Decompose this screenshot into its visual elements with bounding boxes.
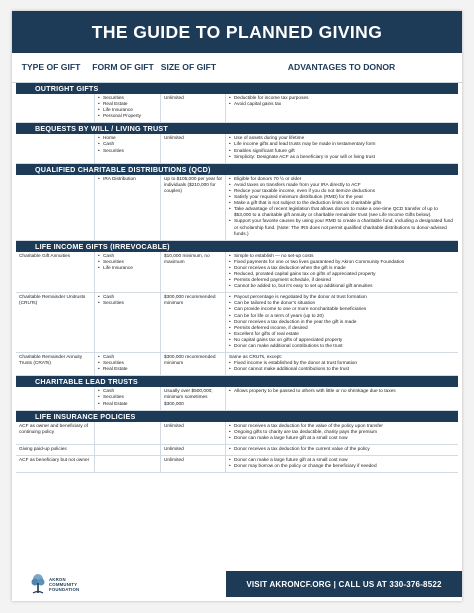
table-row <box>16 445 458 456</box>
list-item: • Enables significant future gift <box>229 149 456 155</box>
advantages-cell <box>225 387 458 409</box>
page-title: THE GUIDE TO PLANNED GIVING <box>12 11 462 53</box>
list-item: • Donor can make a large future gift at a small cost now <box>229 436 456 442</box>
header-size-of-gift: SIZE OF GIFT <box>160 62 217 72</box>
list-item: • Donor can make additional contributions to the trust <box>229 344 456 350</box>
table-row <box>16 456 458 473</box>
gift-form-cell <box>94 134 160 162</box>
gift-size-cell: $10,000 minimum, no maximum <box>160 252 225 293</box>
list-item: • Securities <box>98 361 158 367</box>
header-form-of-gift: FORM OF GIFT <box>92 62 154 72</box>
list-item: • Life income gifts and lead trusts may be made in testamentary form <box>229 142 456 148</box>
gift-size-cell: Unlimited <box>160 456 225 472</box>
footer <box>12 567 462 601</box>
gift-size-cell: Unlimited <box>160 94 225 122</box>
table-row <box>16 422 458 445</box>
table-row <box>16 175 458 241</box>
list-item: • Satisfy your required minimum distribution (RMD) for the year <box>229 195 456 201</box>
list-item: • Donor can make a large future gift at a small cost now <box>229 458 456 464</box>
advantages-cell <box>225 94 458 122</box>
list-item: • Permits deferred payment schedule, if desired <box>229 278 456 284</box>
column-headers <box>12 53 462 83</box>
gift-type-cell: ACF as owner and beneficiary of continuing policy <box>19 423 88 435</box>
gift-form-cell <box>94 353 160 375</box>
gift-type-cell <box>16 134 94 162</box>
section-header-qualified-charitable-distributions-qcd: QUALIFIED CHARITABLE DISTRIBUTIONS (QCD) <box>16 164 458 175</box>
list-item: • Cash <box>98 142 158 148</box>
list-item: • Donor cannot make additional contributions to the trust <box>229 367 456 373</box>
list-item: • Securities <box>98 260 158 266</box>
section-header-bequests-by-will-living-trust: BEQUESTS BY WILL / LIVING TRUST <box>16 123 458 134</box>
gift-form-cell <box>94 252 160 293</box>
list-item: • Payout percentage is negotiated by the donor at trust formation <box>229 295 456 301</box>
list-item: • Cash <box>98 254 158 260</box>
list-item: • Simple to establish — no set-up costs <box>229 254 456 260</box>
list-item: • Real Estate <box>98 102 158 108</box>
table-row <box>16 252 458 294</box>
acf-logo <box>12 567 122 601</box>
list-item: • No capital gains tax on gifts of appreciated property <box>229 338 456 344</box>
gift-size-cell: Usually over $500,000; minimum sometimes $300,000 <box>160 387 225 409</box>
list-item: • Securities <box>98 395 158 401</box>
gift-form-cell <box>94 445 160 455</box>
tree-logo-icon <box>30 573 46 595</box>
table-row <box>16 387 458 410</box>
list-item: • Excellent for gifts of real estate <box>229 332 456 338</box>
list-item: • Securities <box>98 301 158 307</box>
gift-type-cell <box>16 387 94 409</box>
advantages-cell <box>225 456 458 472</box>
list-item: • Make a gift that is not subject to the deduction limits on charitable gifts <box>229 201 456 207</box>
list-item: • IRA Distribution <box>98 177 158 183</box>
gift-type-cell <box>16 94 94 122</box>
list-item: • Eligible for donors 70 ½ or older <box>229 177 456 183</box>
list-item: • Donor may borrow on the policy or change the beneficiary if needed <box>229 464 456 470</box>
gift-size-cell: Unlimited <box>160 134 225 162</box>
advantages-intro: Same as CRUTs, except: <box>229 355 283 361</box>
list-item: • Life Insurance <box>98 108 158 114</box>
advantages-cell <box>225 252 458 293</box>
gift-form-cell <box>94 175 160 240</box>
list-item: • Securities <box>98 96 158 102</box>
list-item: • Donor receives a tax deduction for the value of the policy upon transfer <box>229 424 456 430</box>
list-item: • Deductible for income tax purposes <box>229 96 456 102</box>
list-item: • Can provide income to one or more noncharitable beneficiaries <box>229 307 456 313</box>
gift-form-cell <box>94 387 160 409</box>
list-item: • Life Insurance <box>98 266 158 272</box>
advantages-cell <box>225 445 458 455</box>
list-item: • Reduced, prorated capital gains tax on gifts of appreciated property <box>229 272 456 278</box>
gift-table <box>12 83 462 473</box>
gift-form-cell <box>94 293 160 352</box>
list-item: • Avoid taxes on transfers made from your IRA directly to ACF <box>229 183 456 189</box>
gift-type-cell: Charitable Remainder Unitrusts (CRUTs) <box>19 295 86 307</box>
section-header-outright-gifts: OUTRIGHT GIFTS <box>16 83 458 94</box>
list-item: • Real Estate <box>98 402 158 408</box>
gift-size-cell: Up to $105,000 per year for individuals ($210,000 for couples) <box>160 175 225 240</box>
logo-line-2: COMMUNITY <box>49 581 78 587</box>
list-item: • Personal Property <box>98 114 158 120</box>
gift-type-cell: ACF as beneficiary but not owner <box>19 458 90 464</box>
list-item: • Donor receives a tax deduction when the gift is made <box>229 266 456 272</box>
table-row <box>16 134 458 163</box>
advantages-cell <box>225 353 458 375</box>
list-item: • Cash <box>98 355 158 361</box>
header-type-of-gift: TYPE OF GIFT <box>21 62 81 72</box>
section-header-life-income-gifts-irrevocable: LIFE INCOME GIFTS (IRREVOCABLE) <box>16 241 458 252</box>
gift-size-cell: $300,000 recommended minimum <box>160 293 225 352</box>
list-item: • Can be tailored to the donor's situation <box>229 301 456 307</box>
planned-giving-guide <box>12 11 462 601</box>
list-item: • Reduce your taxable income, even if you do not itemize deductions <box>229 189 456 195</box>
list-item: • Real Estate <box>98 367 158 373</box>
gift-type-cell: Charitable Remainder Annuity Trusts (CRATs) <box>19 355 83 367</box>
list-item: • Use of assets during your lifetime <box>229 136 456 142</box>
gift-type-cell: Charitable Gift Annuities <box>19 253 70 259</box>
logo-wordmark <box>49 577 79 592</box>
gift-form-cell <box>94 94 160 122</box>
table-row <box>16 353 458 376</box>
logo-line-1: AKRON <box>49 576 66 582</box>
header-advantages-to-donor: ADVANTAGES TO DONOR <box>287 62 396 72</box>
list-item: • Cannot be added to, but it's easy to set up additional gift annuities <box>229 284 456 290</box>
list-item: • Fixed income is established by the donor at trust formation <box>229 361 456 367</box>
section-header-life-insurance-policies: LIFE INSURANCE POLICIES <box>16 411 458 422</box>
list-item: • Donor receives a tax deduction for the current value of the policy <box>229 447 456 453</box>
logo-line-3: FOUNDATION <box>49 586 80 592</box>
advantages-cell <box>225 422 458 444</box>
gift-size-cell: $300,000 recommended minimum <box>160 353 225 375</box>
list-item: • Permits deferred income, if desired <box>229 326 456 332</box>
advantages-cell <box>225 134 458 162</box>
gift-form-cell <box>94 456 160 472</box>
gift-type-cell <box>16 175 94 240</box>
list-item: • Simplicity: Designate ACF as a beneficiary in your will or living trust <box>229 155 456 161</box>
gift-form-cell <box>94 422 160 444</box>
list-item: • Can be for life or a term of years (up to 20) <box>229 314 456 320</box>
list-item: • Support your favorite causes by using your RMD to create a charitable fund, including a designated fund or scholarship fund. (Note: The IRS does not permit qualified charitable distributions to donor-advised funds.) <box>229 219 456 237</box>
list-item: • Securities <box>98 149 158 155</box>
gift-size-cell: Unlimited <box>160 422 225 444</box>
list-item: • Take advantage of recent legislation that allows donors to make a one-time QCD transfer of up to $53,000 to a charitable gift annuity or charitable remainder trust (see Life Income Gifts below). <box>229 207 456 219</box>
gift-type-cell: Giving paid-up policies <box>19 446 67 452</box>
advantages-cell <box>225 293 458 352</box>
advantages-cell <box>225 175 458 240</box>
list-item: • Home <box>98 136 158 142</box>
list-item: • Fixed payments for one or two lives guaranteed by Akron Community Foundation <box>229 260 456 266</box>
list-item: • Donor receives a tax deduction in the year the gift is made <box>229 320 456 326</box>
list-item: • Avoid capital gains tax <box>229 102 456 108</box>
gift-size-cell: Unlimited <box>160 445 225 455</box>
contact-banner: VISIT AKRONCF.ORG | CALL US AT 330-376-8522 <box>226 571 462 597</box>
table-row <box>16 293 458 353</box>
section-header-charitable-lead-trusts: CHARITABLE LEAD TRUSTS <box>16 376 458 387</box>
list-item: • Allows property to be passed to others with little or no shrinkage due to taxes <box>229 389 456 395</box>
list-item: • Cash <box>98 295 158 301</box>
list-item: • Ongoing gifts to charity are tax deductible, charity pays the premium <box>229 430 456 436</box>
list-item: • Cash <box>98 389 158 395</box>
table-row <box>16 94 458 123</box>
